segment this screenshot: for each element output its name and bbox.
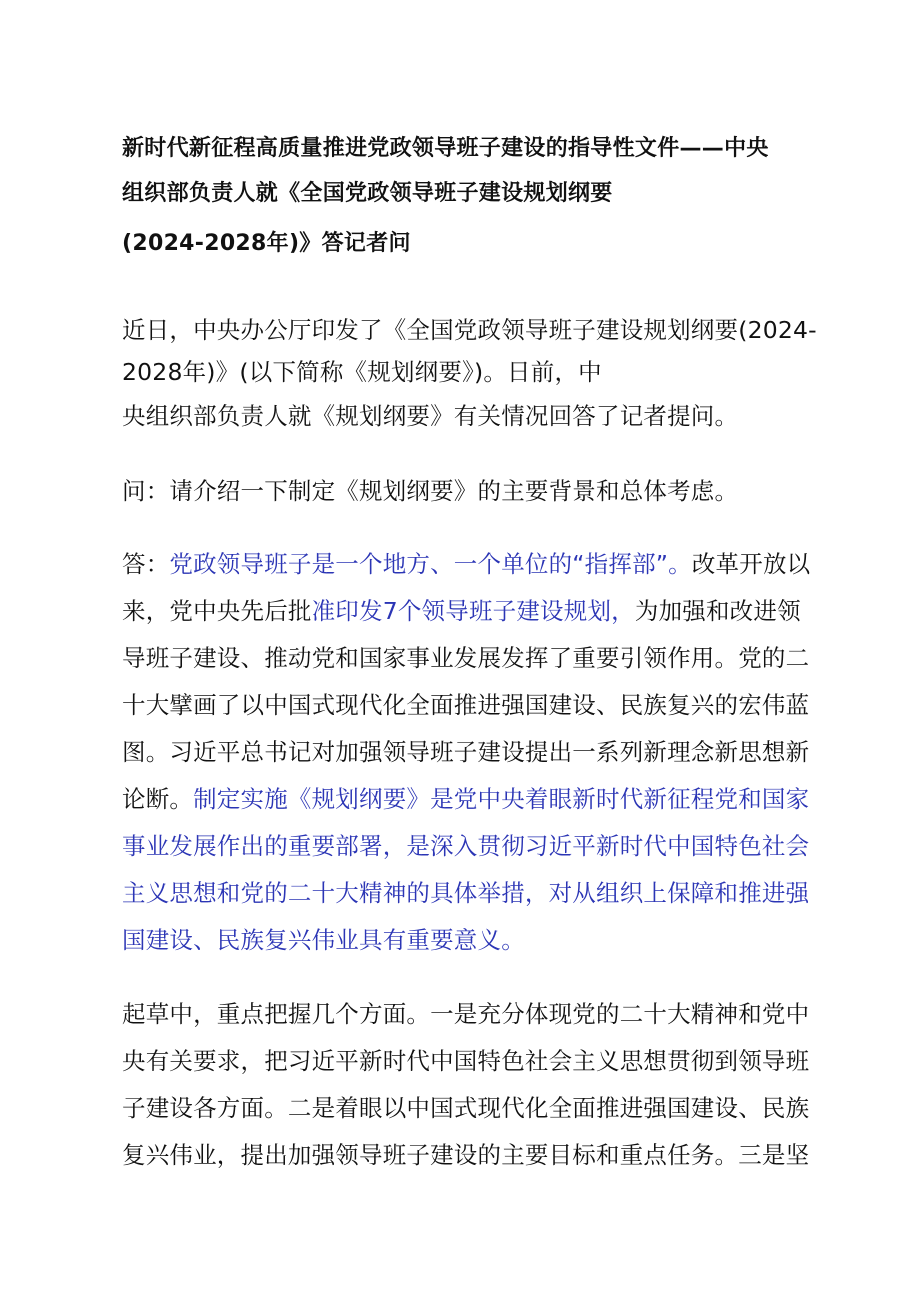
answer-line-3: 导班子建设、推动党和国家事业发展发挥了重要引领作用。党的二	[122, 644, 810, 672]
answer-line-5: 图。习近平总书记对加强领导班子建设提出一系列新理念新思想新	[122, 738, 810, 766]
document-title-line-2: 组织部负责人就《全国党政领导班子建设规划纲要	[122, 181, 613, 206]
drafting-line-2: 央有关要求，把习近平新时代中国特色社会主义思想贯彻到领导班	[122, 1047, 810, 1075]
answer-highlight-6: 制定实施《规划纲要》是党中央着眼新时代新征程党和国家	[193, 785, 810, 813]
answer-highlight-2: 准印发7个领导班子建设规划，	[311, 597, 635, 625]
answer-highlight-1: 党政领导班子是一个地方、一个单位的“指挥部”。	[169, 550, 692, 578]
answer-prefix: 答：	[122, 550, 170, 578]
drafting-line-1: 起草中，重点把握几个方面。一是充分体现党的二十大精神和党中	[122, 1000, 810, 1028]
document-title-line-3: (2024-2028年)》答记者问	[122, 231, 411, 256]
answer-line-4: 十大擘画了以中国式现代化全面推进强国建设、民族复兴的宏伟蓝	[122, 691, 810, 719]
answer-line-2	[122, 597, 801, 625]
answer-line-9: 国建设、民族复兴伟业具有重要意义。	[122, 926, 525, 954]
drafting-line-3: 子建设各方面。二是着眼以中国式现代化全面推进强国建设、民族	[122, 1094, 810, 1122]
intro-line-2: 2028年)》(以下简称《规划纲要》)。日前，中	[122, 358, 602, 386]
intro-line-1: 近日，中央办公厅印发了《全国党政领导班子建设规划纲要(2024-	[122, 316, 817, 344]
answer-line-6	[122, 785, 810, 813]
intro-line-3: 央组织部负责人就《规划纲要》有关情况回答了记者提问。	[122, 402, 739, 430]
answer-text-2a: 来，党中央先后批	[122, 597, 312, 625]
answer-text-1: 改革开放以	[691, 550, 811, 578]
answer-text-2c: 为加强和改进领	[634, 597, 801, 625]
document-title-line-1: 新时代新征程高质量推进党政领导班子建设的指导性文件——中央	[122, 136, 769, 161]
question-text: 问：请介绍一下制定《规划纲要》的主要背景和总体考虑。	[122, 477, 739, 505]
answer-line-8: 主义思想和党的二十大精神的具体举措，对从组织上保障和推进强	[122, 879, 810, 907]
answer-text-6a: 论断。	[122, 785, 194, 813]
answer-line-1	[122, 550, 811, 578]
answer-line-7: 事业发展作出的重要部署，是深入贯彻习近平新时代中国特色社会	[122, 832, 810, 860]
drafting-line-4: 复兴伟业，提出加强领导班子建设的主要目标和重点任务。三是坚	[122, 1141, 810, 1169]
